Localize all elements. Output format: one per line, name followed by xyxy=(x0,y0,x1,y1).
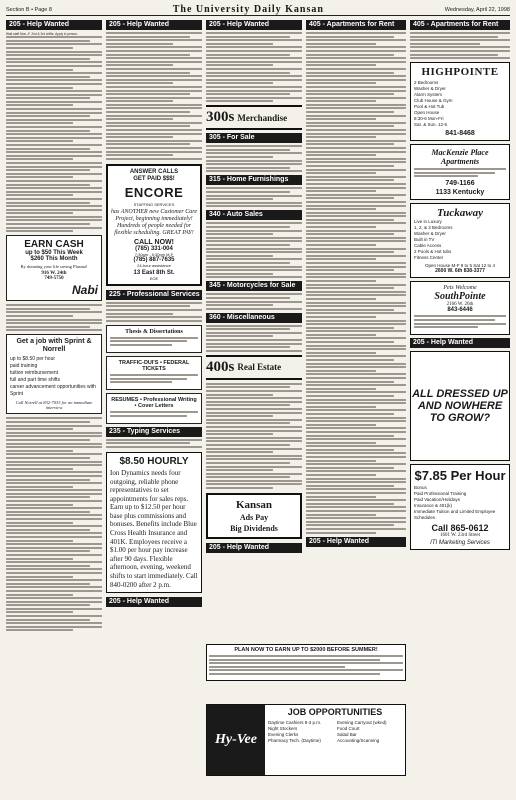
banner-label: Real Estate xyxy=(237,362,282,373)
plan-ahead-ad xyxy=(206,644,406,681)
hyvee-ad xyxy=(206,704,406,776)
classified-text xyxy=(106,32,202,160)
classified-text xyxy=(206,325,302,352)
iti-dressed-ad xyxy=(410,351,510,461)
plan-ahead-title: PLAN NOW TO EARN UP TO $2000 BEFORE SUMMER! xyxy=(234,647,378,653)
resumes-title: RESUMES • Professional Writing • Cover Letters xyxy=(111,397,197,410)
sprint-bullet: paid training xyxy=(10,363,38,370)
feature-item: 2 Pools & Hot tubs xyxy=(414,249,452,255)
hyvee-job-list xyxy=(268,720,402,744)
southpointe-address: 2166 W. 26th xyxy=(446,302,474,308)
section-header: 405 - Apartments for Rent xyxy=(306,20,406,30)
feature-item: Sat. & Sun. 12-5 xyxy=(414,122,448,128)
nabi-ad xyxy=(6,235,102,301)
plan-ahead-text xyxy=(209,655,403,675)
iti-address: 1601 W. 23rd Street xyxy=(440,533,480,539)
highpointe-logo: HIGHPOINTE xyxy=(421,66,499,79)
section-header: 360 - Miscellaneous xyxy=(206,313,302,323)
nabi-logo: Nabi xyxy=(71,283,98,298)
encore-address: 13 East 8th St. xyxy=(133,269,175,276)
section-header: 315 - Home Furnishings xyxy=(206,175,302,185)
iti-perks xyxy=(414,485,506,521)
thesis-ad xyxy=(106,325,202,353)
perk-item: Paid Professional Training xyxy=(414,491,467,497)
feature-item: Built in TV xyxy=(414,237,435,243)
iti-call: Call 865-0612 xyxy=(431,523,489,534)
southpointe-logo: SouthPointe xyxy=(434,291,486,303)
iti-ad xyxy=(410,464,510,550)
southpointe-pets: Pets Welcome xyxy=(443,285,477,292)
tuckaway-phone: 2600 W. 6th 838-3377 xyxy=(435,268,485,275)
nabi-address: 916 W. 24th xyxy=(41,271,67,277)
section-header: 205 - Help Wanted xyxy=(206,20,302,30)
paper-title: The University Daily Kansan xyxy=(172,4,324,15)
classified-text xyxy=(206,32,302,102)
section-header: 305 - For Sale xyxy=(206,133,302,143)
resumes-text xyxy=(110,411,198,417)
feature-item: Cable Access xyxy=(414,243,442,249)
feature-item: Pool & Hot Tub xyxy=(414,104,445,110)
sprint-footer: Call Norrell at 832-7033 for an immediate interview xyxy=(15,400,93,411)
traffic-title: TRAFFIC-DUI'S • FEDERAL TICKETS xyxy=(118,359,190,372)
sprint-bullet: full and part time shifts xyxy=(10,377,61,384)
section-header: 205 - Help Wanted xyxy=(106,597,202,607)
mackenzie-logo: MacKenzie Place Apartments xyxy=(431,148,489,167)
issue-date: Wednesday, April 22, 1998 xyxy=(444,6,510,13)
sprint-title: Get a job with Sprint & Norrell xyxy=(16,338,92,354)
classified-blurb: Wait staff Mon–F. 2nd & 3rd shifts. Apply in person. xyxy=(6,32,78,36)
feature-item: Club House & Gym xyxy=(414,98,453,104)
encore-ad xyxy=(106,164,202,286)
encore-q2: GET PAID $$$! xyxy=(133,175,175,182)
tuckaway-logo: Tuckaway xyxy=(436,207,484,220)
tuckaway-open-house: Open House M-F 9 to 5 Sat 12 to 4 xyxy=(424,263,496,269)
mackenzie-phone: 749-1166 xyxy=(445,180,475,188)
encore-logo: ENCORE xyxy=(124,184,184,200)
classified-text xyxy=(206,187,302,207)
banner-number: 400s xyxy=(206,358,235,375)
sprint-bullets xyxy=(10,356,98,398)
sprint-bullet: tuition reimbursement xyxy=(10,370,59,377)
encore-body: has ANOTHER new Customer Care Project, beginning immediately! Hundreds of people needed for flexible scheduling. GREAT PAY! xyxy=(111,208,198,236)
classified-text xyxy=(206,145,302,172)
perk-item: Immediate Tuition and Limited Employee Schedules xyxy=(414,509,496,521)
job-item: Pharmacy Tech. (Daytime) xyxy=(268,738,321,743)
nabi-line2: $260 This Month xyxy=(30,256,78,263)
banner-label: Merchandise xyxy=(237,112,288,123)
classified-text xyxy=(6,417,102,631)
sprint-bullet: career advancement opportunities with Sprint xyxy=(10,384,96,398)
encore-phone-2: (785) 887-7635 xyxy=(133,256,175,263)
classified-text xyxy=(206,222,302,278)
encore-hours-2: 24-hour assistance xyxy=(137,262,171,268)
ion-dynamics-body: Ion Dynamics needs four outgoing, reliable phone representatives to set appointments for sales reps. Earn up to $12.50 per hour base plus commissions and bonuses. Benefits include Blue Cross Health Insurance and 401K. Employees receive a $1.00 per hour pay increase after 90 days. Flexible afternoon, evening, weekend shifts to start immediately. Call 840-0200 after 2 p.m. xyxy=(110,468,198,589)
job-item: Food Court xyxy=(337,726,360,731)
iti-footer: ITI Marketing Services xyxy=(430,540,490,547)
classified-text xyxy=(306,32,406,534)
mackenzie-text xyxy=(414,168,506,177)
section-header: 205 - Help Wanted xyxy=(206,543,302,553)
feature-item: Fitness Center xyxy=(414,255,444,261)
traffic-text xyxy=(110,374,198,383)
section-label: Section B • Page 8 xyxy=(6,6,52,13)
mackenzie-address: 1133 Kentucky xyxy=(435,189,485,197)
nabi-line3: By donating your life saving Plasma! xyxy=(20,264,88,270)
section-header: 225 - Professional Services xyxy=(106,290,202,300)
iti-pay: $7.85 Per Hour xyxy=(414,468,506,484)
tuckaway-features xyxy=(414,219,506,261)
ion-dynamics-title: $8.50 HOURLY xyxy=(119,455,189,467)
feature-item: 1, 2, & 3 Bedrooms xyxy=(414,225,453,231)
nabi-title: EARN CASH xyxy=(24,239,84,251)
feature-item: Washer & Dryer xyxy=(414,231,446,237)
southpointe-text xyxy=(414,315,506,328)
perk-item: Insurance & 401(k) xyxy=(414,503,453,509)
perk-item: Bonus xyxy=(414,485,427,491)
section-header: 235 - Typing Services xyxy=(106,427,202,437)
nabi-line1: up to $50 This Week xyxy=(25,250,83,257)
ion-dynamics-ad xyxy=(106,452,202,593)
hyvee-logo: Hy-Vee xyxy=(207,705,265,775)
column-4 xyxy=(306,20,406,640)
tuckaway-ad xyxy=(410,203,510,278)
resumes-ad xyxy=(106,393,202,424)
feature-item: Washer & Dryer xyxy=(414,86,446,92)
classified-text xyxy=(410,32,510,59)
encore-eoe: EOE xyxy=(149,275,159,281)
section-header: 205 - Help Wanted xyxy=(410,338,510,348)
feature-item: 8:30-6 Mon-Fri xyxy=(414,116,444,122)
highpointe-phone: 841-8468 xyxy=(445,130,475,138)
hyvee-jobs xyxy=(265,705,405,775)
encore-q1: ANSWER CALLS xyxy=(129,168,179,175)
section-header: 405 - Apartments for Rent xyxy=(410,20,510,30)
feature-item: Live in Luxury xyxy=(414,219,442,225)
section-header: 345 - Motorcycles for Sale xyxy=(206,281,302,291)
thesis-text xyxy=(110,337,198,346)
section-header: 340 - Auto Sales xyxy=(206,210,302,220)
hyvee-title: JOB OPPORTUNITIES xyxy=(287,707,383,717)
job-item: Daytime Cashiers 8-3 p.m. xyxy=(268,720,322,725)
section-header: 205 - Help Wanted xyxy=(6,20,102,30)
feature-item: 2 Bedrooms xyxy=(414,80,439,86)
hyvee-job-col xyxy=(337,720,402,744)
hyvee-job-col xyxy=(268,720,333,744)
kansan-line1: Kansan xyxy=(235,499,273,512)
kansan-line2: Ads Pay xyxy=(239,513,269,523)
traffic-ad xyxy=(106,356,202,390)
encore-phone: (785) 331-004 xyxy=(135,245,173,252)
sprint-ad xyxy=(6,334,102,414)
merchandise-banner xyxy=(206,105,302,130)
classified-text xyxy=(206,293,302,309)
encore-hours: 7:30am - 5:30pm M-F xyxy=(134,251,174,257)
classified-text xyxy=(106,439,202,448)
feature-item: Open House xyxy=(414,110,440,116)
highpointe-features xyxy=(414,80,506,128)
nabi-phone: 749-5750 xyxy=(44,276,64,282)
encore-sub: STAFFING SERVICES xyxy=(133,201,175,207)
southpointe-phone: 843-6446 xyxy=(447,307,473,314)
column-3 xyxy=(206,20,302,640)
iti-dressed-headline: ALL DRESSED UP AND NOWHERE TO GROW? xyxy=(412,388,508,425)
column-5 xyxy=(410,20,510,796)
column-2 xyxy=(106,20,202,796)
classified-text xyxy=(6,304,102,331)
feature-item: Alarm System xyxy=(414,92,443,98)
thesis-title: Thesis & Dissertations xyxy=(125,328,183,335)
job-item: Night Stockers xyxy=(268,726,298,731)
job-item: Accounting/Scanning xyxy=(337,738,380,743)
classified-text xyxy=(206,383,302,489)
classified-text xyxy=(106,302,202,322)
column-1 xyxy=(6,20,102,796)
real-estate-banner xyxy=(206,355,302,380)
newspaper-page xyxy=(6,4,510,796)
encore-call: CALL NOW! xyxy=(134,238,174,246)
job-item: Evening Carryout (wknd) xyxy=(337,720,387,725)
banner-number: 300s xyxy=(206,109,235,126)
section-header: 205 - Help Wanted xyxy=(306,537,406,547)
highpointe-ad xyxy=(410,62,510,141)
mackenzie-ad xyxy=(410,144,510,200)
perk-item: Paid Vacation/Holidays xyxy=(414,497,460,503)
sprint-bullet: up to $8.50 per hour xyxy=(10,356,56,363)
southpointe-ad xyxy=(410,281,510,335)
masthead xyxy=(6,4,510,16)
kansan-line3: Big Dividends xyxy=(230,524,278,534)
job-item: Salad Bar xyxy=(337,732,357,737)
classified-text xyxy=(6,36,102,232)
section-header: 205 - Help Wanted xyxy=(106,20,202,30)
job-item: Evening Clerks xyxy=(268,732,299,737)
kansan-ad xyxy=(206,493,302,539)
